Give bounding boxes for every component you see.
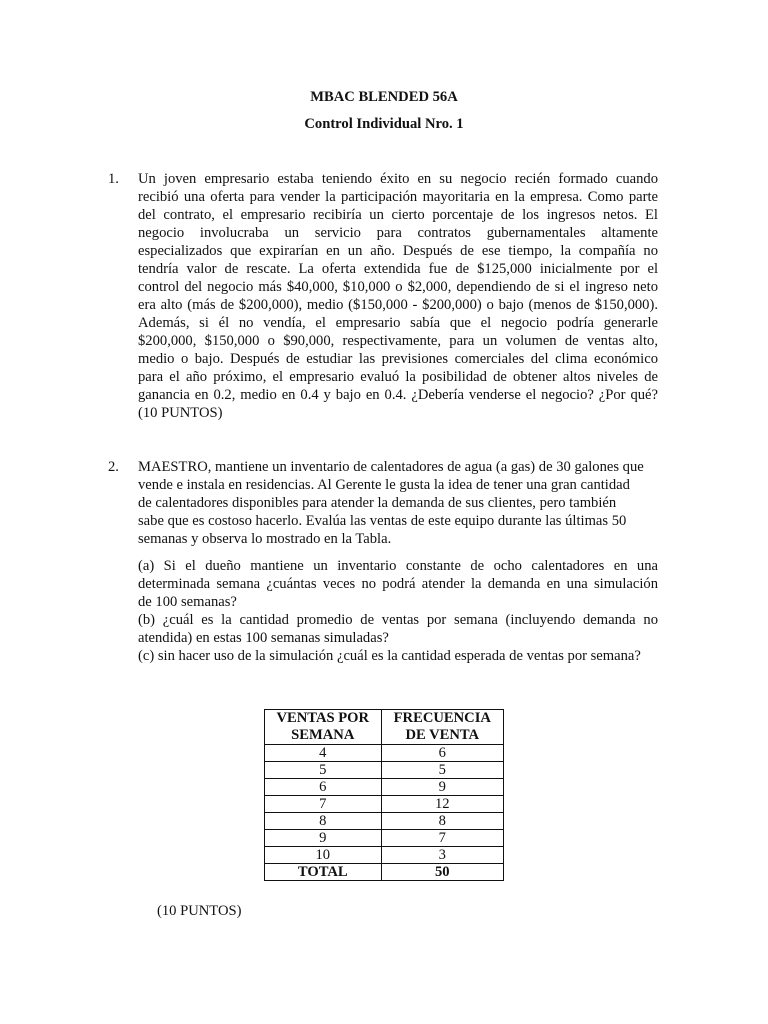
- total-label: TOTAL: [265, 864, 382, 881]
- cell-ventas: 9: [265, 830, 382, 847]
- q1-line: Además, si él no vendía, el empresario sabía que el negocio podría generarle: [138, 315, 658, 331]
- table-row: [265, 762, 504, 779]
- q2-part-line: atendida) en estas 100 semanas simuladas?: [138, 630, 389, 646]
- cell-ventas: 7: [265, 796, 382, 813]
- q1-line: Un joven empresario estaba teniendo éxito en su negocio recién formado cuando: [138, 171, 658, 187]
- question-1-body: [138, 170, 658, 422]
- q1-line: control del negocio más $40,000, $10,000 o $2,000, dependiendo de si el ingreso neto: [138, 279, 658, 295]
- question-2-parts: [138, 557, 658, 665]
- q1-line: para el año próximo, el empresario evaluó la posibilidad de obtener altos niveles de: [138, 369, 658, 385]
- question-2-number: 2.: [108, 459, 119, 475]
- q2-intro-line: sabe que es costoso hacerlo. Evalúa las ventas de este equipo durante las últimas 50: [138, 513, 627, 529]
- cell-frecuencia: 6: [381, 745, 503, 762]
- q2-part-line: (c) sin hacer uso de la simulación ¿cuál es la cantidad esperada de ventas por semana?: [138, 648, 641, 664]
- col-header-frecuencia-line1: FRECUENCIA: [393, 710, 491, 726]
- q2-intro-line: de calentadores disponibles para atender la demanda de sus clientes, pero también: [138, 495, 617, 511]
- q1-line: especializados que expirarían en un año. Después de ese tiempo, la compañía no: [138, 243, 658, 259]
- q1-line: tendría valor de rescate. La oferta extendida fue de $125,000 inicialmente por el: [138, 261, 658, 277]
- q1-line: ganancia en 0.2, medio en 0.4 y bajo en 0.4. ¿Debería venderse el negocio? ¿Por qué?: [138, 387, 658, 403]
- q1-line: era alto (más de $200,000), medio ($150,000 - $200,000) o bajo (menos de $150,000).: [138, 297, 658, 313]
- table-header-row: [265, 710, 504, 745]
- col-header-frecuencia-line2: DE VENTA: [405, 727, 480, 743]
- table-row: [265, 745, 504, 762]
- cell-ventas: 5: [265, 762, 382, 779]
- q1-line: del contrato, el empresario recibiría un cierto porcentaje de los ingresos netos. El: [138, 207, 658, 223]
- document-title: MBAC BLENDED 56A: [310, 89, 458, 105]
- sales-frequency-table: [264, 709, 504, 881]
- q1-line: recibió una oferta para vender la participación mayoritaria en la empresa. Como parte: [138, 189, 658, 205]
- q1-line: $200,000, $150,000 o $90,000, respectivamente, para un volumen de ventas alto,: [138, 333, 658, 349]
- q2-part-line: determinada semana ¿cuántas veces no podrá atender la demanda en una simulación: [138, 576, 658, 592]
- cell-ventas: 6: [265, 779, 382, 796]
- table-row: [265, 847, 504, 864]
- table-row: [265, 796, 504, 813]
- cell-ventas: 4: [265, 745, 382, 762]
- table-row: [265, 830, 504, 847]
- col-header-ventas-line1: VENTAS POR: [276, 710, 370, 726]
- cell-frecuencia: 8: [381, 813, 503, 830]
- cell-ventas: 10: [265, 847, 382, 864]
- cell-frecuencia: 7: [381, 830, 503, 847]
- col-header-ventas-line2: SEMANA: [291, 727, 355, 743]
- table-row: [265, 813, 504, 830]
- cell-frecuencia: 9: [381, 779, 503, 796]
- total-value: 50: [381, 864, 503, 881]
- col-header-ventas: [265, 710, 382, 745]
- cell-ventas: 8: [265, 813, 382, 830]
- question-2-intro: [138, 458, 658, 548]
- q1-line: negocio involucraba un servicio para contratos gubernamentales altamente: [138, 225, 658, 241]
- question-2-points: (10 PUNTOS): [157, 903, 242, 919]
- document-subtitle: Control Individual Nro. 1: [304, 116, 464, 132]
- cell-frecuencia: 3: [381, 847, 503, 864]
- q2-intro-line: semanas y observa lo mostrado en la Tabla.: [138, 531, 392, 547]
- cell-frecuencia: 5: [381, 762, 503, 779]
- cell-frecuencia: 12: [381, 796, 503, 813]
- q2-part-line: (a) Si el dueño mantiene un inventario constante de ocho calentadores en una: [138, 558, 658, 574]
- question-1-number: 1.: [108, 171, 119, 187]
- table-row: [265, 779, 504, 796]
- table-total-row: [265, 864, 504, 881]
- q2-intro-line: vende e instala en residencias. Al Gerente le gusta la idea de tener una gran cantidad: [138, 477, 630, 493]
- q2-intro-line: MAESTRO, mantiene un inventario de calentadores de agua (a gas) de 30 galones que: [138, 459, 644, 475]
- q2-part-line: de 100 semanas?: [138, 594, 237, 610]
- col-header-frecuencia: [381, 710, 503, 745]
- q1-points: (10 PUNTOS): [138, 405, 223, 421]
- q1-line: medio o bajo. Después de estudiar las previsiones comerciales del clima económico: [138, 351, 658, 367]
- q2-part-line: (b) ¿cuál es la cantidad promedio de ventas por semana (incluyendo demanda no: [138, 612, 658, 628]
